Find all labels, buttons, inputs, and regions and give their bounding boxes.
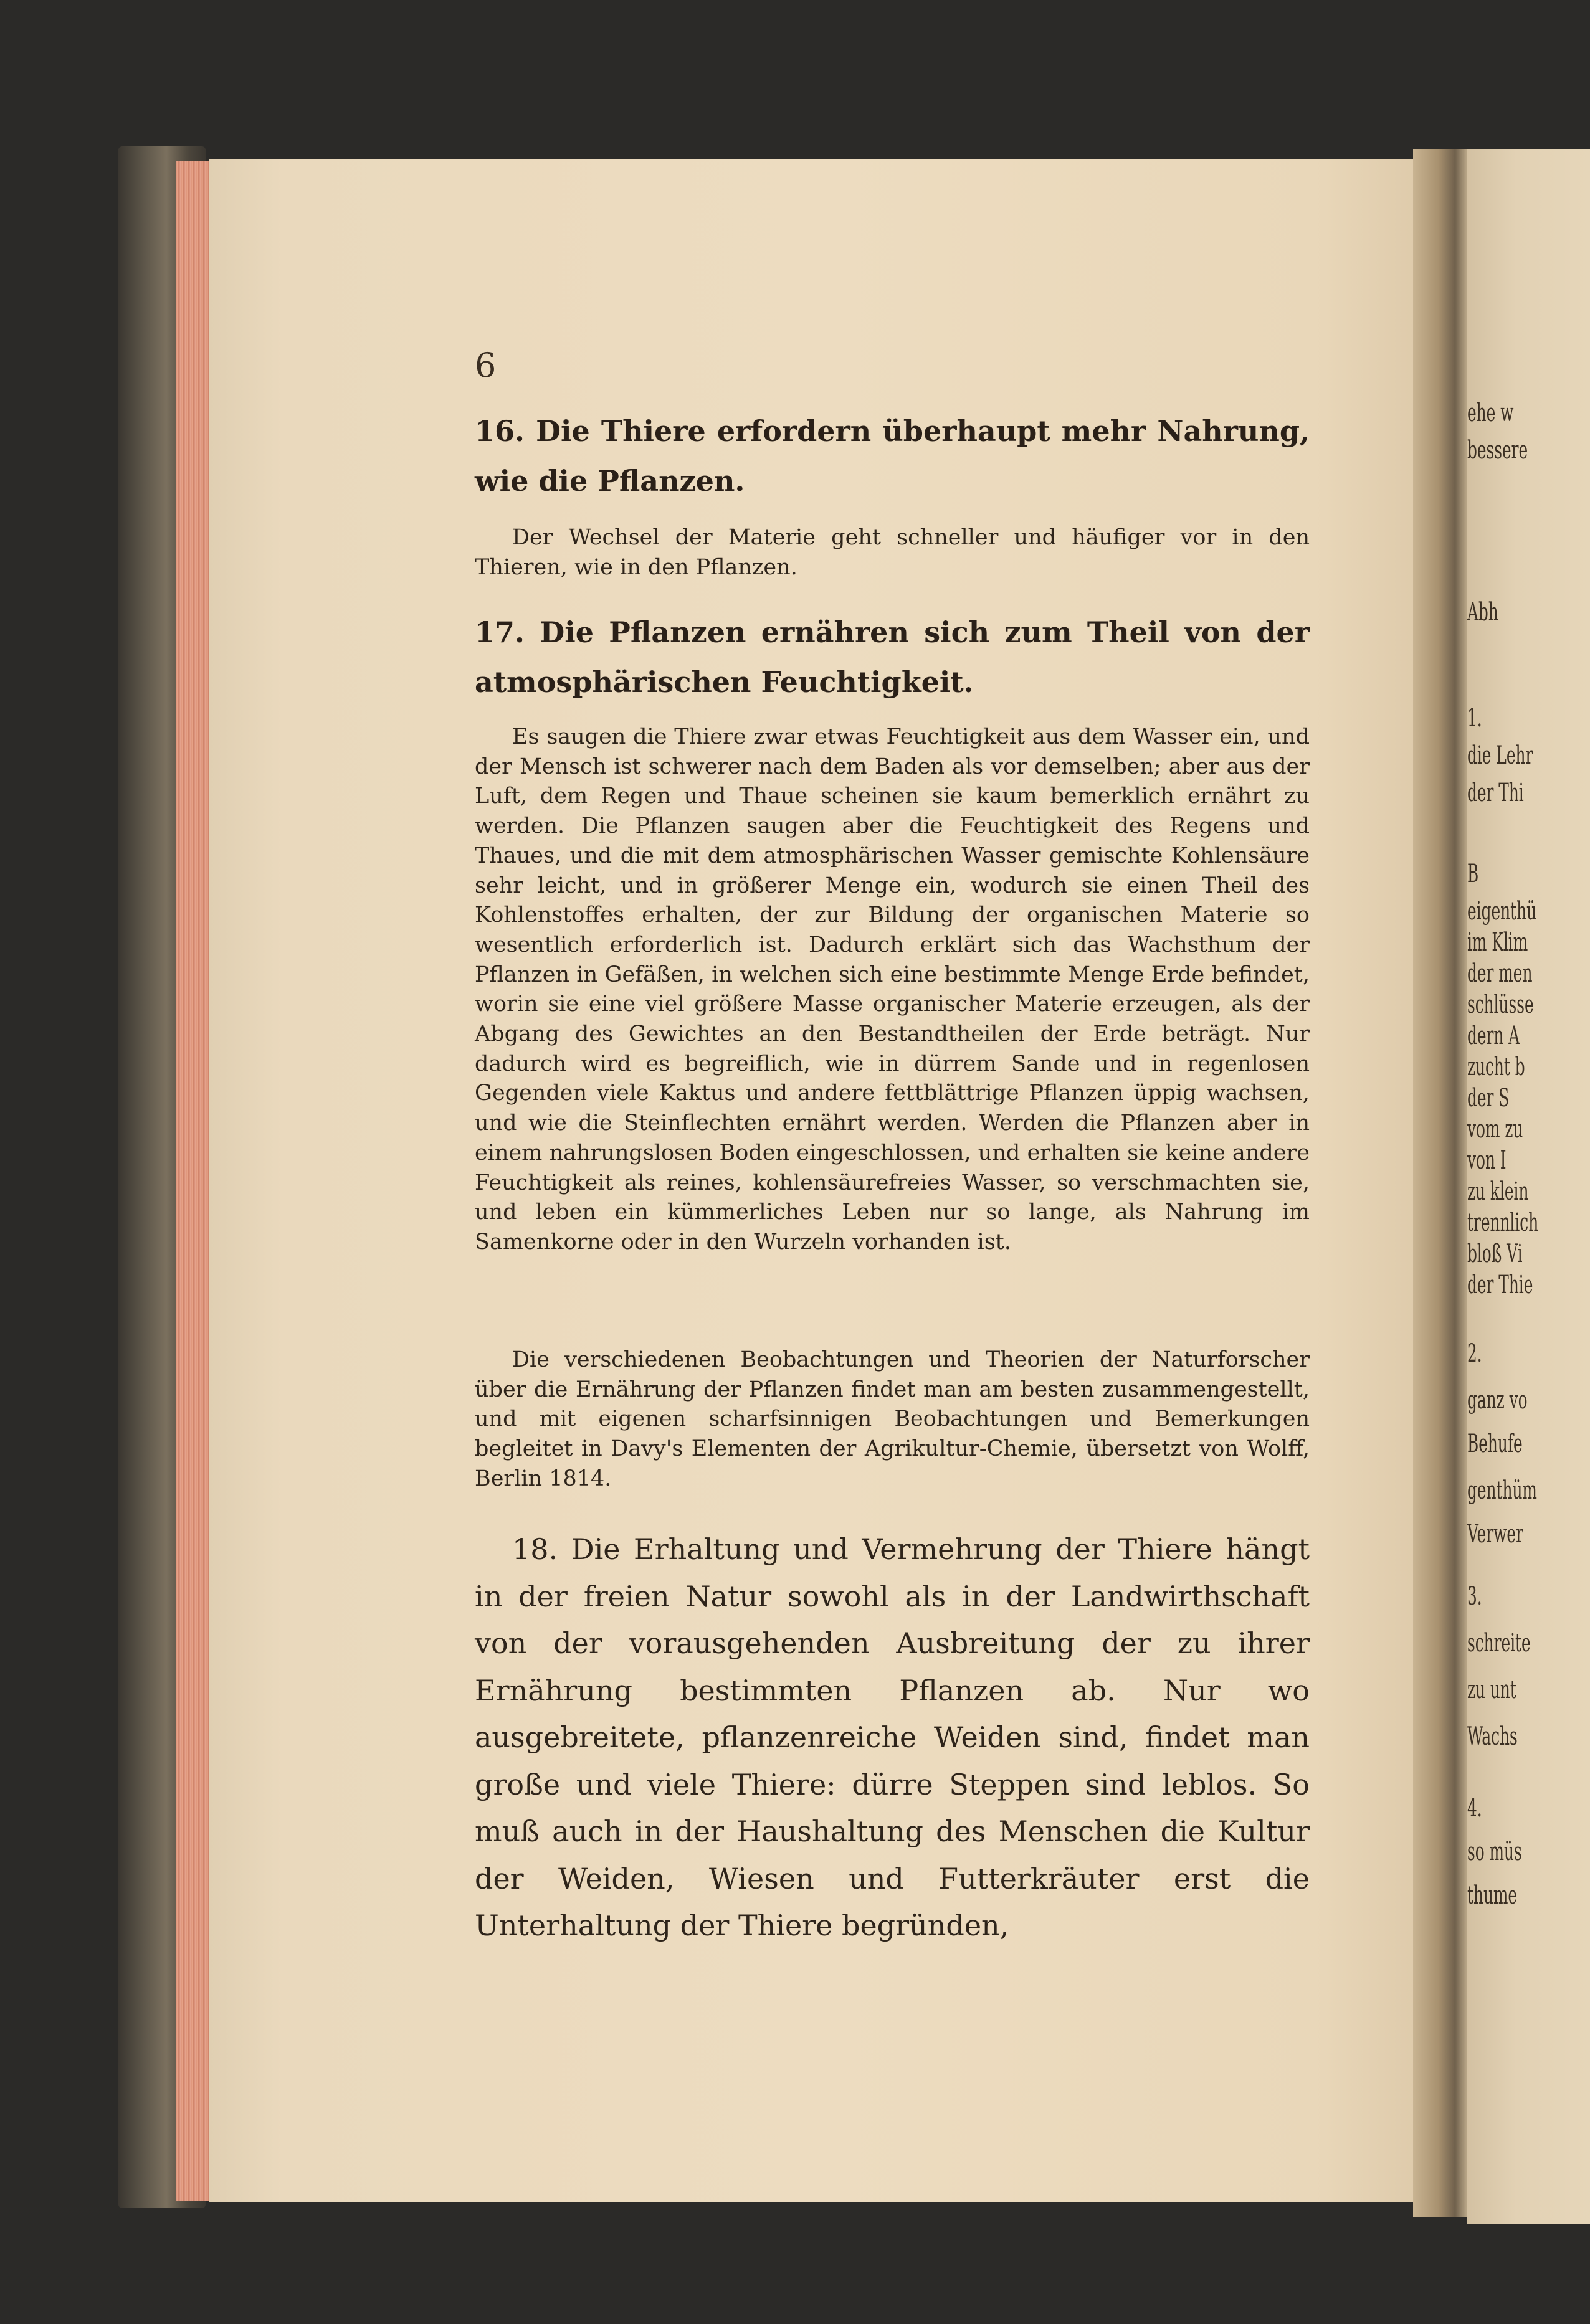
facing-fragment: dern A [1467,1022,1520,1050]
facing-fragment: ganz vo [1467,1386,1528,1415]
facing-fragment: 1. [1467,704,1482,733]
facing-fragment: von I [1467,1146,1507,1175]
facing-fragment: vom zu [1467,1115,1523,1144]
facing-fragment: der Thie [1467,1271,1533,1299]
facing-fragment: schreite [1467,1629,1531,1658]
book-gutter [1413,149,1469,2217]
facing-fragment: die Lehr [1467,741,1533,770]
facing-fragment: schlüsse [1467,990,1534,1019]
section-paragraph: Es saugen die Thiere zwar etwas Feuchtigkeit aus dem Wasser ein, und der Mensch ist schwerer nach dem Baden als vor demselben; aber aus der Luft, dem Regen und Thaue scheinen sie kaum bemerklich ernährt zu werden. Die Pflanzen saugen aber die Feuchtigkeit des Regens und Thaues, und die mit dem atmosphärischen Wasser gemischte Kohlensäure sehr leicht, und in größerer Menge ein, wodurch sie einen Theil des Kohlenstoffes erhalten, der zur Bildung der organischen Materie so wesentlich erforderlich ist. Dadurch erklärt sich das Wachsthum der Pflanzen in Gefäßen, in welchen sich eine bestimmte Menge Erde befindet, worin sie eine viel größere Masse organischer Materie erzeugen, als der Abgang des Gewichtes an den Bestandtheilen der Erde beträgt. Nur dadurch wird es begreiflich, wie in dürrem Sande und in regenlosen Gegenden viele Kaktus und andere fettblättrige Pflanzen üppig wachsen, und wie die Steinflechten ernährt werden. Werden die Pflanzen aber in einem nahrungslosen Boden eingeschlossen, und erhalten sie keine andere Feuchtigkeit als reines, kohlensäurefreies Wasser, so verschmachten sie, und leben ein kümmerliches Leben nur so lange, als Nahrung im Samenkorne oder in den Wurzeln vorhanden ist. [475,724,1310,1254]
facing-fragment: zu klein [1467,1177,1529,1206]
section-paragraph-18: 18. Die Erhaltung und Vermehrung der Thiere hängt in der freien Natur sowohl als in der Landwirthschaft von der vorausgehenden Ausbreitung der zu ihrer Ernährung bestimmten Pflanzen ab. Nur wo ausgebreitete, pflanzenreiche Weiden sind, findet man große und viele Thiere: dürre Steppen sind leblos. So muß auch in der Haushaltung des Menschen die Kultur der Weiden, Wiesen und Futterkräuter erst die Unterhaltung der Thiere begründen, [475,1532,1310,1942]
facing-fragment: B [1467,860,1479,888]
section-heading-16: 16. Die Thiere erfordern überhaupt mehr Nahrung, wie die Pflanzen. [475,414,1310,498]
facing-fragment: 4. [1467,1794,1482,1823]
facing-fragment: eigenthü [1467,897,1537,926]
facing-fragment: bloß Vi [1467,1240,1523,1268]
page-number: 6 [475,346,497,385]
section-paragraph: Der Wechsel der Materie geht schneller und häufiger vor in den Thieren, wie in den Pflanzen. [475,525,1310,580]
facing-fragment: der men [1467,959,1533,988]
page-edge-red [176,161,212,2201]
facing-fragment: 2. [1467,1339,1482,1368]
facing-fragment: der S [1467,1084,1510,1112]
facing-fragment: Verwer [1467,1520,1523,1549]
section-paragraph: Die verschiedenen Beobachtungen und Theorien der Naturforscher über die Ernährung der Pflanzen findet man am besten zusammengestellt, und mit eigenen scharfsinnigen Beobachtungen und Bemerkungen begleitet in Davy's Elementen der Agrikultur-Chemie, übersetzt von Wolff, Berlin 1814. [475,1347,1310,1491]
facing-fragment: genthüm [1467,1476,1537,1505]
facing-fragment: 3. [1467,1582,1482,1611]
facing-fragment: so müs [1467,1838,1522,1866]
facing-fragment: im Klim [1467,928,1528,957]
facing-page [1467,149,1590,2224]
facing-fragment: zu unt [1467,1676,1516,1704]
facing-fragment: trennlich [1467,1208,1539,1237]
facing-fragment: Abh [1467,598,1498,627]
facing-fragment: der Thi [1467,779,1524,807]
section-heading-17: 17. Die Pflanzen ernähren sich zum Theil von der atmosphärischen Feuchtigkeit. [475,615,1310,699]
facing-fragment: ehe w [1467,399,1514,427]
facing-fragment: thume [1467,1881,1518,1910]
facing-fragment: zucht b [1467,1053,1525,1081]
facing-fragment: bessere [1467,436,1528,465]
facing-fragment: Behufe [1467,1430,1523,1458]
facing-fragment: Wachs [1467,1722,1518,1751]
